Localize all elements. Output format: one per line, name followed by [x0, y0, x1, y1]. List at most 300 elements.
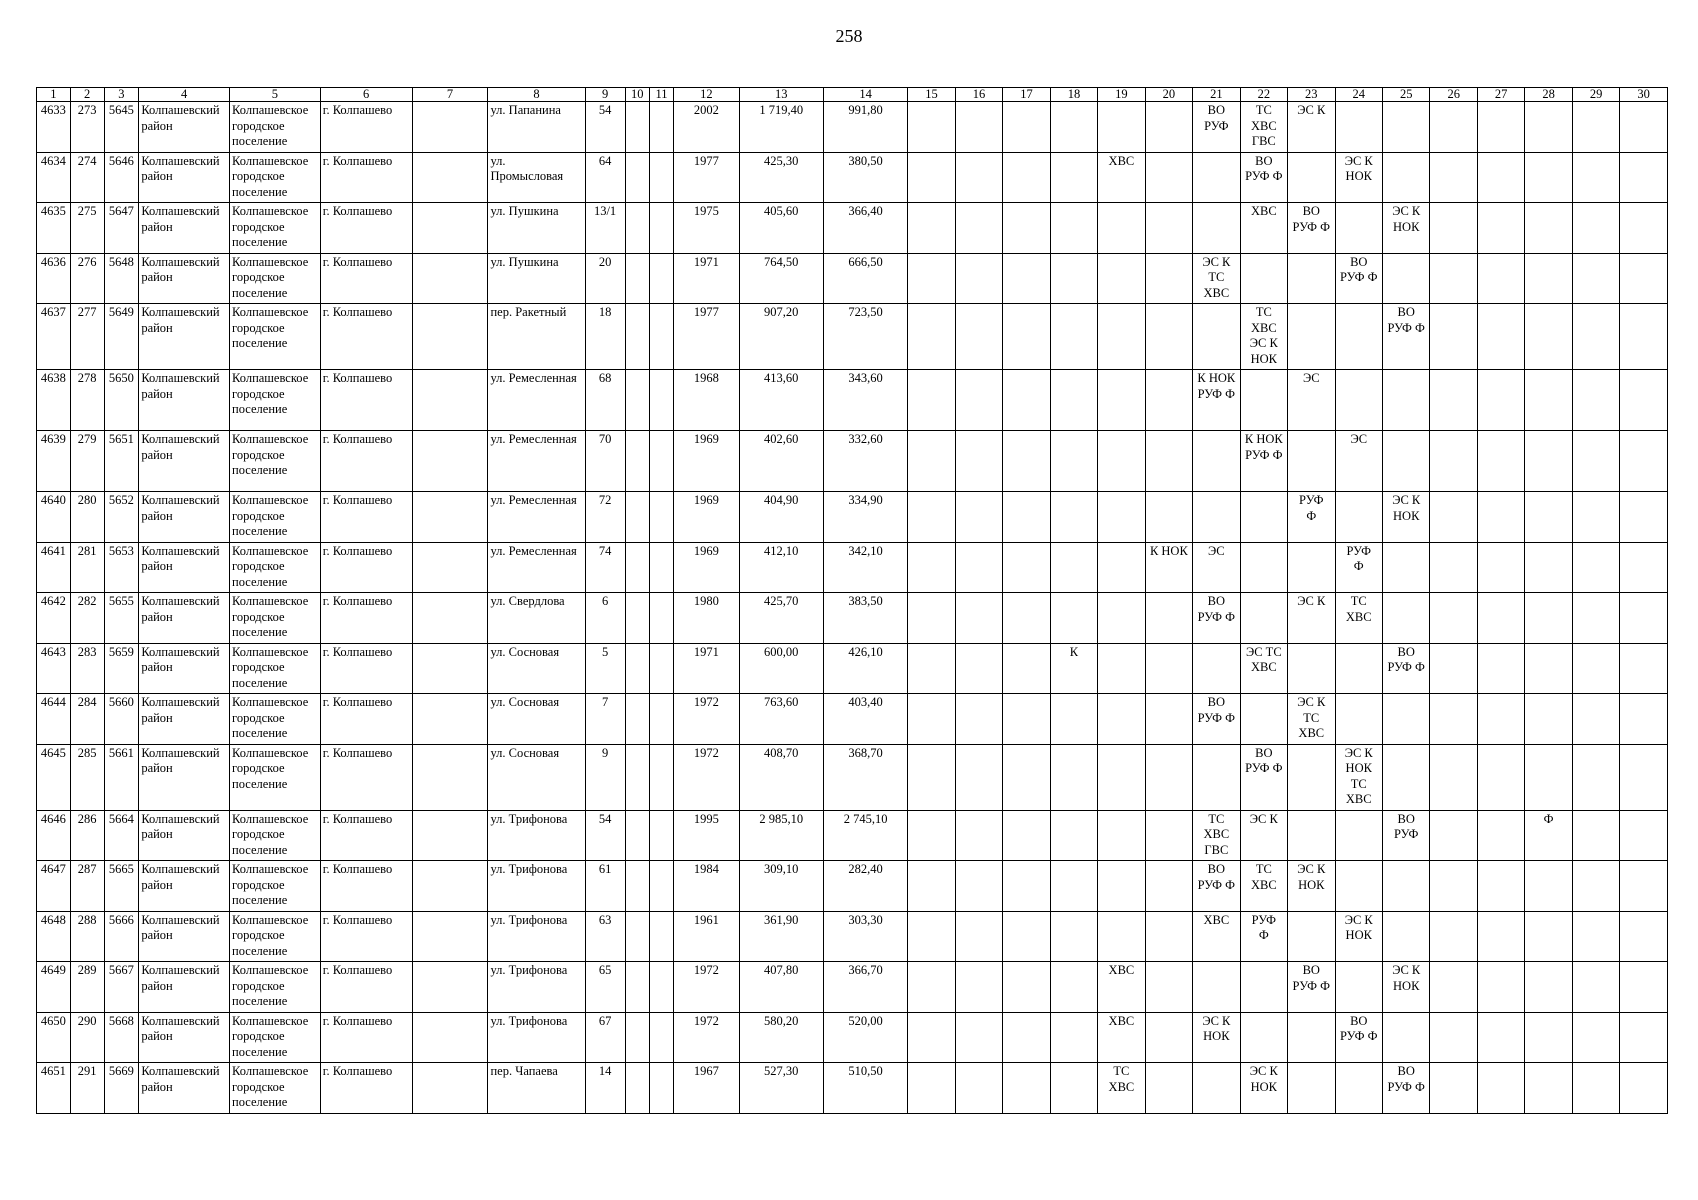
cell-col-15 — [908, 962, 955, 1013]
cell-col-13: 404,90 — [739, 492, 823, 543]
cell-col-28 — [1525, 304, 1572, 370]
cell-col-13: 425,70 — [739, 593, 823, 644]
cell-col-5: Колпашевское городское поселение — [230, 203, 321, 254]
cell-col-30 — [1620, 962, 1668, 1013]
column-header-20: 20 — [1145, 88, 1192, 102]
cell-col-1: 4647 — [37, 861, 71, 912]
cell-col-21 — [1193, 152, 1240, 203]
cell-col-22: К НОК РУФ Ф — [1240, 431, 1287, 492]
cell-col-8: ул. Ремесленная — [488, 492, 585, 543]
cell-col-20 — [1145, 1063, 1192, 1114]
cell-col-10 — [625, 203, 649, 254]
cell-col-18 — [1050, 694, 1097, 745]
table-row — [37, 370, 1668, 431]
column-header-3: 3 — [104, 88, 139, 102]
cell-col-4: Колпашевский район — [139, 431, 230, 492]
cell-col-7 — [412, 304, 488, 370]
cell-col-25: ВО РУФ Ф — [1382, 643, 1429, 694]
cell-col-10 — [625, 962, 649, 1013]
cell-col-7 — [412, 370, 488, 431]
cell-col-12: 1972 — [674, 1012, 739, 1063]
cell-col-19 — [1098, 643, 1145, 694]
cell-col-9: 74 — [585, 542, 625, 593]
cell-col-29 — [1572, 152, 1619, 203]
cell-col-17 — [1003, 861, 1050, 912]
cell-col-11 — [649, 370, 673, 431]
cell-col-3: 5669 — [104, 1063, 139, 1114]
cell-col-17 — [1003, 542, 1050, 593]
table-row — [37, 253, 1668, 304]
cell-col-30 — [1620, 1012, 1668, 1063]
cell-col-27 — [1477, 431, 1524, 492]
cell-col-25 — [1382, 861, 1429, 912]
cell-col-15 — [908, 861, 955, 912]
cell-col-21: ЭС К ТС ХВС — [1193, 253, 1240, 304]
cell-col-5: Колпашевское городское поселение — [230, 1063, 321, 1114]
cell-col-26 — [1430, 1063, 1477, 1114]
cell-col-7 — [412, 810, 488, 861]
table-row — [37, 810, 1668, 861]
cell-col-9: 63 — [585, 911, 625, 962]
cell-col-2: 283 — [70, 643, 104, 694]
cell-col-23 — [1288, 1063, 1335, 1114]
cell-col-18 — [1050, 810, 1097, 861]
cell-col-9: 65 — [585, 962, 625, 1013]
cell-col-7 — [412, 694, 488, 745]
cell-col-26 — [1430, 643, 1477, 694]
cell-col-28 — [1525, 542, 1572, 593]
cell-col-27 — [1477, 962, 1524, 1013]
cell-col-8: ул. Трифонова — [488, 1012, 585, 1063]
cell-col-28 — [1525, 492, 1572, 543]
cell-col-2: 279 — [70, 431, 104, 492]
cell-col-1: 4636 — [37, 253, 71, 304]
column-header-7: 7 — [412, 88, 488, 102]
column-header-8: 8 — [488, 88, 585, 102]
cell-col-23: ЭС К НОК — [1288, 861, 1335, 912]
cell-col-3: 5668 — [104, 1012, 139, 1063]
table-row — [37, 593, 1668, 644]
cell-col-12: 1977 — [674, 152, 739, 203]
cell-col-17 — [1003, 1063, 1050, 1114]
cell-col-12: 1980 — [674, 593, 739, 644]
cell-col-24: ЭС К НОК ТС ХВС — [1335, 744, 1382, 810]
cell-col-24: ЭС К НОК — [1335, 911, 1382, 962]
cell-col-16 — [955, 102, 1002, 153]
cell-col-9: 9 — [585, 744, 625, 810]
cell-col-22: ТС ХВС ГВС — [1240, 102, 1287, 153]
column-header-16: 16 — [955, 88, 1002, 102]
cell-col-23: ЭС — [1288, 370, 1335, 431]
cell-col-17 — [1003, 911, 1050, 962]
column-header-29: 29 — [1572, 88, 1619, 102]
cell-col-16 — [955, 203, 1002, 254]
cell-col-4: Колпашевский район — [139, 203, 230, 254]
cell-col-12: 2002 — [674, 102, 739, 153]
cell-col-5: Колпашевское городское поселение — [230, 593, 321, 644]
cell-col-6: г. Колпашево — [320, 861, 412, 912]
cell-col-3: 5652 — [104, 492, 139, 543]
cell-col-17 — [1003, 253, 1050, 304]
cell-col-19 — [1098, 304, 1145, 370]
cell-col-4: Колпашевский район — [139, 304, 230, 370]
cell-col-6: г. Колпашево — [320, 542, 412, 593]
cell-col-9: 54 — [585, 102, 625, 153]
cell-col-5: Колпашевское городское поселение — [230, 492, 321, 543]
cell-col-28 — [1525, 370, 1572, 431]
cell-col-30 — [1620, 542, 1668, 593]
cell-col-4: Колпашевский район — [139, 1012, 230, 1063]
cell-col-1: 4645 — [37, 744, 71, 810]
cell-col-26 — [1430, 152, 1477, 203]
cell-col-21: ВО РУФ Ф — [1193, 593, 1240, 644]
cell-col-7 — [412, 962, 488, 1013]
cell-col-23 — [1288, 304, 1335, 370]
cell-col-13: 413,60 — [739, 370, 823, 431]
cell-col-4: Колпашевский район — [139, 492, 230, 543]
cell-col-22 — [1240, 492, 1287, 543]
cell-col-14: 303,30 — [823, 911, 907, 962]
column-header-30: 30 — [1620, 88, 1668, 102]
cell-col-4: Колпашевский район — [139, 643, 230, 694]
cell-col-25: ВО РУФ Ф — [1382, 304, 1429, 370]
cell-col-20 — [1145, 911, 1192, 962]
cell-col-28 — [1525, 911, 1572, 962]
cell-col-1: 4634 — [37, 152, 71, 203]
cell-col-1: 4641 — [37, 542, 71, 593]
cell-col-15 — [908, 643, 955, 694]
cell-col-16 — [955, 431, 1002, 492]
cell-col-19 — [1098, 810, 1145, 861]
cell-col-22: ВО РУФ Ф — [1240, 152, 1287, 203]
cell-col-10 — [625, 304, 649, 370]
cell-col-22: ЭС ТС ХВС — [1240, 643, 1287, 694]
cell-col-7 — [412, 861, 488, 912]
cell-col-3: 5648 — [104, 253, 139, 304]
cell-col-21 — [1193, 962, 1240, 1013]
table-row — [37, 643, 1668, 694]
cell-col-22 — [1240, 370, 1287, 431]
cell-col-20 — [1145, 304, 1192, 370]
cell-col-1: 4640 — [37, 492, 71, 543]
cell-col-20 — [1145, 492, 1192, 543]
cell-col-19: ХВС — [1098, 152, 1145, 203]
cell-col-7 — [412, 152, 488, 203]
cell-col-22 — [1240, 962, 1287, 1013]
cell-col-11 — [649, 304, 673, 370]
cell-col-1: 4650 — [37, 1012, 71, 1063]
cell-col-3: 5661 — [104, 744, 139, 810]
cell-col-27 — [1477, 253, 1524, 304]
cell-col-17 — [1003, 492, 1050, 543]
cell-col-8: ул. Трифонова — [488, 861, 585, 912]
cell-col-14: 342,10 — [823, 542, 907, 593]
cell-col-10 — [625, 1012, 649, 1063]
column-header-10: 10 — [625, 88, 649, 102]
cell-col-30 — [1620, 370, 1668, 431]
cell-col-26 — [1430, 861, 1477, 912]
cell-col-14: 332,60 — [823, 431, 907, 492]
cell-col-24: ТС ХВС — [1335, 593, 1382, 644]
cell-col-9: 61 — [585, 861, 625, 912]
cell-col-17 — [1003, 810, 1050, 861]
cell-col-13: 1 719,40 — [739, 102, 823, 153]
cell-col-18 — [1050, 542, 1097, 593]
cell-col-10 — [625, 810, 649, 861]
cell-col-8: ул. Ремесленная — [488, 431, 585, 492]
cell-col-24 — [1335, 810, 1382, 861]
cell-col-29 — [1572, 810, 1619, 861]
cell-col-27 — [1477, 744, 1524, 810]
cell-col-20 — [1145, 1012, 1192, 1063]
cell-col-10 — [625, 861, 649, 912]
cell-col-10 — [625, 102, 649, 153]
cell-col-30 — [1620, 861, 1668, 912]
cell-col-6: г. Колпашево — [320, 492, 412, 543]
cell-col-17 — [1003, 694, 1050, 745]
cell-col-12: 1977 — [674, 304, 739, 370]
cell-col-9: 6 — [585, 593, 625, 644]
cell-col-14: 366,70 — [823, 962, 907, 1013]
cell-col-22 — [1240, 694, 1287, 745]
cell-col-1: 4651 — [37, 1063, 71, 1114]
cell-col-24 — [1335, 861, 1382, 912]
cell-col-8: ул. Свердлова — [488, 593, 585, 644]
cell-col-15 — [908, 152, 955, 203]
cell-col-5: Колпашевское городское поселение — [230, 253, 321, 304]
cell-col-4: Колпашевский район — [139, 861, 230, 912]
cell-col-2: 277 — [70, 304, 104, 370]
cell-col-4: Колпашевский район — [139, 810, 230, 861]
cell-col-27 — [1477, 911, 1524, 962]
cell-col-16 — [955, 861, 1002, 912]
cell-col-21 — [1193, 431, 1240, 492]
cell-col-6: г. Колпашево — [320, 203, 412, 254]
cell-col-13: 407,80 — [739, 962, 823, 1013]
cell-col-21: ХВС — [1193, 911, 1240, 962]
cell-col-26 — [1430, 694, 1477, 745]
cell-col-5: Колпашевское городское поселение — [230, 1012, 321, 1063]
cell-col-18 — [1050, 593, 1097, 644]
cell-col-19 — [1098, 102, 1145, 153]
cell-col-28 — [1525, 962, 1572, 1013]
cell-col-20 — [1145, 593, 1192, 644]
cell-col-8: ул. Пушкина — [488, 253, 585, 304]
cell-col-15 — [908, 203, 955, 254]
cell-col-8: ул. Папанина — [488, 102, 585, 153]
cell-col-23: ЭС К — [1288, 102, 1335, 153]
cell-col-13: 907,20 — [739, 304, 823, 370]
cell-col-21: ЭС — [1193, 542, 1240, 593]
cell-col-17 — [1003, 643, 1050, 694]
cell-col-19: ТС ХВС — [1098, 1063, 1145, 1114]
cell-col-11 — [649, 431, 673, 492]
cell-col-7 — [412, 431, 488, 492]
cell-col-28 — [1525, 643, 1572, 694]
cell-col-29 — [1572, 593, 1619, 644]
cell-col-21: ВО РУФ Ф — [1193, 694, 1240, 745]
cell-col-3: 5650 — [104, 370, 139, 431]
cell-col-11 — [649, 810, 673, 861]
cell-col-20: К НОК — [1145, 542, 1192, 593]
column-header-22: 22 — [1240, 88, 1287, 102]
cell-col-19 — [1098, 492, 1145, 543]
cell-col-6: г. Колпашево — [320, 152, 412, 203]
cell-col-25 — [1382, 744, 1429, 810]
cell-col-2: 274 — [70, 152, 104, 203]
cell-col-20 — [1145, 962, 1192, 1013]
cell-col-6: г. Колпашево — [320, 431, 412, 492]
cell-col-3: 5664 — [104, 810, 139, 861]
cell-col-6: г. Колпашево — [320, 1063, 412, 1114]
cell-col-30 — [1620, 593, 1668, 644]
cell-col-10 — [625, 1063, 649, 1114]
cell-col-15 — [908, 370, 955, 431]
table-row — [37, 102, 1668, 153]
cell-col-13: 405,60 — [739, 203, 823, 254]
table-row — [37, 911, 1668, 962]
cell-col-8: пер. Ракетный — [488, 304, 585, 370]
cell-col-18 — [1050, 1012, 1097, 1063]
cell-col-22 — [1240, 253, 1287, 304]
cell-col-16 — [955, 744, 1002, 810]
cell-col-5: Колпашевское городское поселение — [230, 152, 321, 203]
cell-col-18 — [1050, 102, 1097, 153]
cell-col-5: Колпашевское городское поселение — [230, 911, 321, 962]
cell-col-13: 600,00 — [739, 643, 823, 694]
cell-col-26 — [1430, 744, 1477, 810]
cell-col-26 — [1430, 253, 1477, 304]
cell-col-20 — [1145, 643, 1192, 694]
cell-col-1: 4648 — [37, 911, 71, 962]
cell-col-30 — [1620, 203, 1668, 254]
cell-col-23: ЭС К ТС ХВС — [1288, 694, 1335, 745]
cell-col-25: ВО РУФ Ф — [1382, 1063, 1429, 1114]
table-row — [37, 152, 1668, 203]
cell-col-16 — [955, 370, 1002, 431]
cell-col-26 — [1430, 542, 1477, 593]
cell-col-27 — [1477, 694, 1524, 745]
cell-col-2: 275 — [70, 203, 104, 254]
cell-col-17 — [1003, 744, 1050, 810]
cell-col-4: Колпашевский район — [139, 1063, 230, 1114]
cell-col-6: г. Колпашево — [320, 643, 412, 694]
cell-col-13: 402,60 — [739, 431, 823, 492]
cell-col-19: ХВС — [1098, 962, 1145, 1013]
cell-col-19 — [1098, 593, 1145, 644]
cell-col-29 — [1572, 911, 1619, 962]
cell-col-12: 1971 — [674, 253, 739, 304]
cell-col-13: 763,60 — [739, 694, 823, 745]
cell-col-1: 4633 — [37, 102, 71, 153]
cell-col-29 — [1572, 304, 1619, 370]
cell-col-11 — [649, 593, 673, 644]
cell-col-26 — [1430, 370, 1477, 431]
cell-col-5: Колпашевское городское поселение — [230, 810, 321, 861]
cell-col-24 — [1335, 694, 1382, 745]
cell-col-20 — [1145, 102, 1192, 153]
cell-col-21: ТС ХВС ГВС — [1193, 810, 1240, 861]
cell-col-22: ТС ХВС — [1240, 861, 1287, 912]
cell-col-17 — [1003, 203, 1050, 254]
cell-col-10 — [625, 370, 649, 431]
cell-col-9: 67 — [585, 1012, 625, 1063]
cell-col-7 — [412, 1012, 488, 1063]
table-row — [37, 1063, 1668, 1114]
cell-col-24: ВО РУФ Ф — [1335, 1012, 1382, 1063]
cell-col-5: Колпашевское городское поселение — [230, 643, 321, 694]
cell-col-18 — [1050, 911, 1097, 962]
table-row — [37, 492, 1668, 543]
cell-col-21 — [1193, 643, 1240, 694]
column-header-12: 12 — [674, 88, 739, 102]
cell-col-11 — [649, 861, 673, 912]
cell-col-22: ЭС К НОК — [1240, 1063, 1287, 1114]
cell-col-3: 5649 — [104, 304, 139, 370]
cell-col-14: 282,40 — [823, 861, 907, 912]
cell-col-16 — [955, 810, 1002, 861]
cell-col-17 — [1003, 431, 1050, 492]
cell-col-28: Ф — [1525, 810, 1572, 861]
cell-col-8: ул. Промысловая — [488, 152, 585, 203]
cell-col-13: 309,10 — [739, 861, 823, 912]
cell-col-29 — [1572, 253, 1619, 304]
cell-col-16 — [955, 593, 1002, 644]
cell-col-2: 286 — [70, 810, 104, 861]
cell-col-6: г. Колпашево — [320, 810, 412, 861]
cell-col-13: 2 985,10 — [739, 810, 823, 861]
cell-col-27 — [1477, 1012, 1524, 1063]
cell-col-15 — [908, 431, 955, 492]
cell-col-14: 723,50 — [823, 304, 907, 370]
column-header-9: 9 — [585, 88, 625, 102]
cell-col-10 — [625, 643, 649, 694]
cell-col-4: Колпашевский район — [139, 593, 230, 644]
cell-col-27 — [1477, 542, 1524, 593]
cell-col-21 — [1193, 1063, 1240, 1114]
cell-col-8: ул. Сосновая — [488, 744, 585, 810]
cell-col-8: ул. Сосновая — [488, 643, 585, 694]
cell-col-26 — [1430, 492, 1477, 543]
cell-col-12: 1961 — [674, 911, 739, 962]
cell-col-24 — [1335, 962, 1382, 1013]
cell-col-2: 285 — [70, 744, 104, 810]
cell-col-3: 5667 — [104, 962, 139, 1013]
cell-col-9: 5 — [585, 643, 625, 694]
cell-col-2: 278 — [70, 370, 104, 431]
cell-col-20 — [1145, 253, 1192, 304]
cell-col-11 — [649, 152, 673, 203]
column-header-27: 27 — [1477, 88, 1524, 102]
cell-col-14: 383,50 — [823, 593, 907, 644]
cell-col-24 — [1335, 492, 1382, 543]
cell-col-4: Колпашевский район — [139, 152, 230, 203]
cell-col-20 — [1145, 203, 1192, 254]
cell-col-29 — [1572, 694, 1619, 745]
cell-col-16 — [955, 962, 1002, 1013]
cell-col-30 — [1620, 253, 1668, 304]
cell-col-28 — [1525, 102, 1572, 153]
cell-col-25: ВО РУФ — [1382, 810, 1429, 861]
cell-col-26 — [1430, 810, 1477, 861]
cell-col-18 — [1050, 152, 1097, 203]
cell-col-24: ВО РУФ Ф — [1335, 253, 1382, 304]
table-row — [37, 694, 1668, 745]
cell-col-23 — [1288, 744, 1335, 810]
cell-col-10 — [625, 431, 649, 492]
cell-col-14: 666,50 — [823, 253, 907, 304]
cell-col-23 — [1288, 542, 1335, 593]
